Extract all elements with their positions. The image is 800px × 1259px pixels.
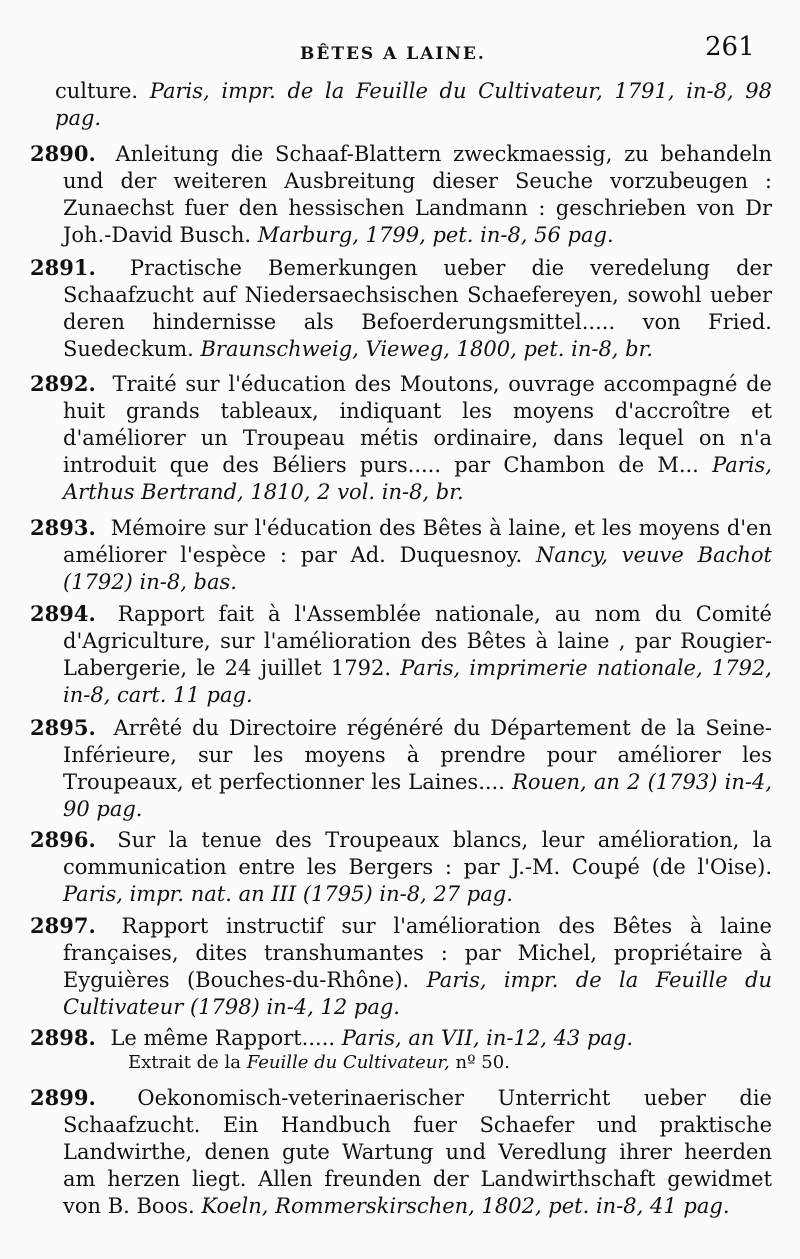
entry-publication: Paris, impr. de la Feuille du Cultivateur, 1791, in-8, 98 pag. xyxy=(55,79,772,130)
entry-title: Oekonomisch-veterinaerischer Unterricht ueber die Schaafzucht. Ein Handbuch fuer Schaefer und praktische Landwirthe, denen gute Wartung und Veredlung ihrer heerden am herzen liegt. Allen freunden der Landwirthschaft gewidmet von B. Boos. xyxy=(63,1086,772,1218)
bibliography-entry-2895 xyxy=(30,714,772,823)
entry-number: 2891. xyxy=(30,255,96,280)
entry-number: 2898. xyxy=(30,1025,96,1050)
page-number: 261 xyxy=(705,32,755,62)
note-prefix: Extrait de la xyxy=(128,1052,241,1073)
bibliography-entry-continuation xyxy=(30,78,772,132)
entry-publication: Paris, an VII, in-12, 43 pag. xyxy=(341,1026,634,1050)
entry-publication: Braunschweig, Vieweg, 1800, pet. in-8, br. xyxy=(200,337,654,361)
bibliography-entry-2899 xyxy=(30,1084,772,1220)
entry-note xyxy=(128,1052,772,1074)
bibliography-entry-2894 xyxy=(30,600,772,709)
entry-number: 2894. xyxy=(30,601,96,626)
entry-title: Arrêté du Directoire régénéré du Département de la Seine-Inférieure, sur les moyens à prendre pour améliorer les Troupeaux, et perfectionner les Laines.... xyxy=(63,716,772,794)
bibliography-entry-2893 xyxy=(30,514,772,596)
entry-publication: Marburg, 1799, pet. in-8, 56 pag. xyxy=(257,223,614,247)
entry-number: 2892. xyxy=(30,371,96,396)
bibliography-entry-2890 xyxy=(30,140,772,249)
entry-publication: Paris, Arthus Bertrand, 1810, 2 vol. in-8, br. xyxy=(63,453,772,504)
entry-title: Le même Rapport..... xyxy=(110,1026,336,1050)
note-source: Feuille du Cultivateur, xyxy=(246,1052,450,1073)
entry-title: Traité sur l'éducation des Moutons, ouvrage accompagné de huit grands tableaux, indiquant les moyens d'accroître et d'améliorer un Troupeau métis ordinaire, dans lequel on n'a introduit que des Béliers purs..... par Chambon de M... xyxy=(63,372,772,477)
bibliography-entry-2896 xyxy=(30,826,772,908)
running-title: BÊTES A LAINE. xyxy=(300,44,486,64)
entry-publication: Rouen, an 2 (1793) in-4, 90 pag. xyxy=(63,770,772,821)
entry-number: 2896. xyxy=(30,827,96,852)
bibliography-entry-2891 xyxy=(30,254,772,363)
entry-publication: Paris, impr. de la Feuille du Cultivateur (1798) in-4, 12 pag. xyxy=(63,968,773,1019)
bibliography-entry-2898 xyxy=(30,1024,772,1074)
bibliography-entry-2897 xyxy=(30,912,772,1021)
entry-title: culture. xyxy=(55,79,139,103)
entry-title: Mémoire sur l'éducation des Bêtes à laine, et les moyens d'en améliorer l'espèce : par Ad. Duquesnoy. xyxy=(63,516,772,567)
entry-publication: Paris, impr. nat. an III (1795) in-8, 27 pag. xyxy=(63,882,513,906)
entry-number: 2895. xyxy=(30,715,96,740)
entry-publication: Nancy, veuve Bachot (1792) in-8, bas. xyxy=(63,543,772,594)
entry-number: 2890. xyxy=(30,141,96,166)
entry-title: Rapport instructif sur l'amélioration des Bêtes à laine françaises, dites transhumantes : par Michel, propriétaire à Eyguières (Bouches-du-Rhône). xyxy=(63,914,772,992)
entry-number: 2899. xyxy=(30,1085,96,1110)
entry-title: Rapport fait à l'Assemblée nationale, au nom du Comité d'Agriculture, sur l'amélioration des Bêtes à laine , par Rougier-Labergerie, le 24 juillet 1792. xyxy=(63,602,772,680)
entry-publication: Koeln, Rommerskirschen, 1802, pet. in-8, 41 pag. xyxy=(201,1194,730,1218)
entry-title: Anleitung die Schaaf-Blattern zweckmaessig, zu behandeln und der weiteren Ausbreitung dieser Seuche vorzubeugen : Zunaechst fuer den hessischen Landmann : geschrieben von Dr Joh.-David Busch. xyxy=(63,142,772,247)
note-suffix: nº 50. xyxy=(455,1052,510,1073)
entry-title: Sur la tenue des Troupeaux blancs, leur amélioration, la communication entre les Bergers : par J.-M. Coupé (de l'Oise). xyxy=(63,828,772,879)
bibliography-entry-2892 xyxy=(30,370,772,506)
entry-number: 2897. xyxy=(30,913,96,938)
entry-number: 2893. xyxy=(30,515,96,540)
entry-title: Practische Bemerkungen ueber die veredelung der Schaafzucht auf Niedersaechsischen Schaefereyen, sowohl ueber deren hindernisse als Befoerderungsmittel..... von Fried. Suedeckum. xyxy=(63,256,772,361)
entry-publication: Paris, imprimerie nationale, 1792, in-8, cart. 11 pag. xyxy=(63,656,772,707)
running-header xyxy=(0,28,800,68)
